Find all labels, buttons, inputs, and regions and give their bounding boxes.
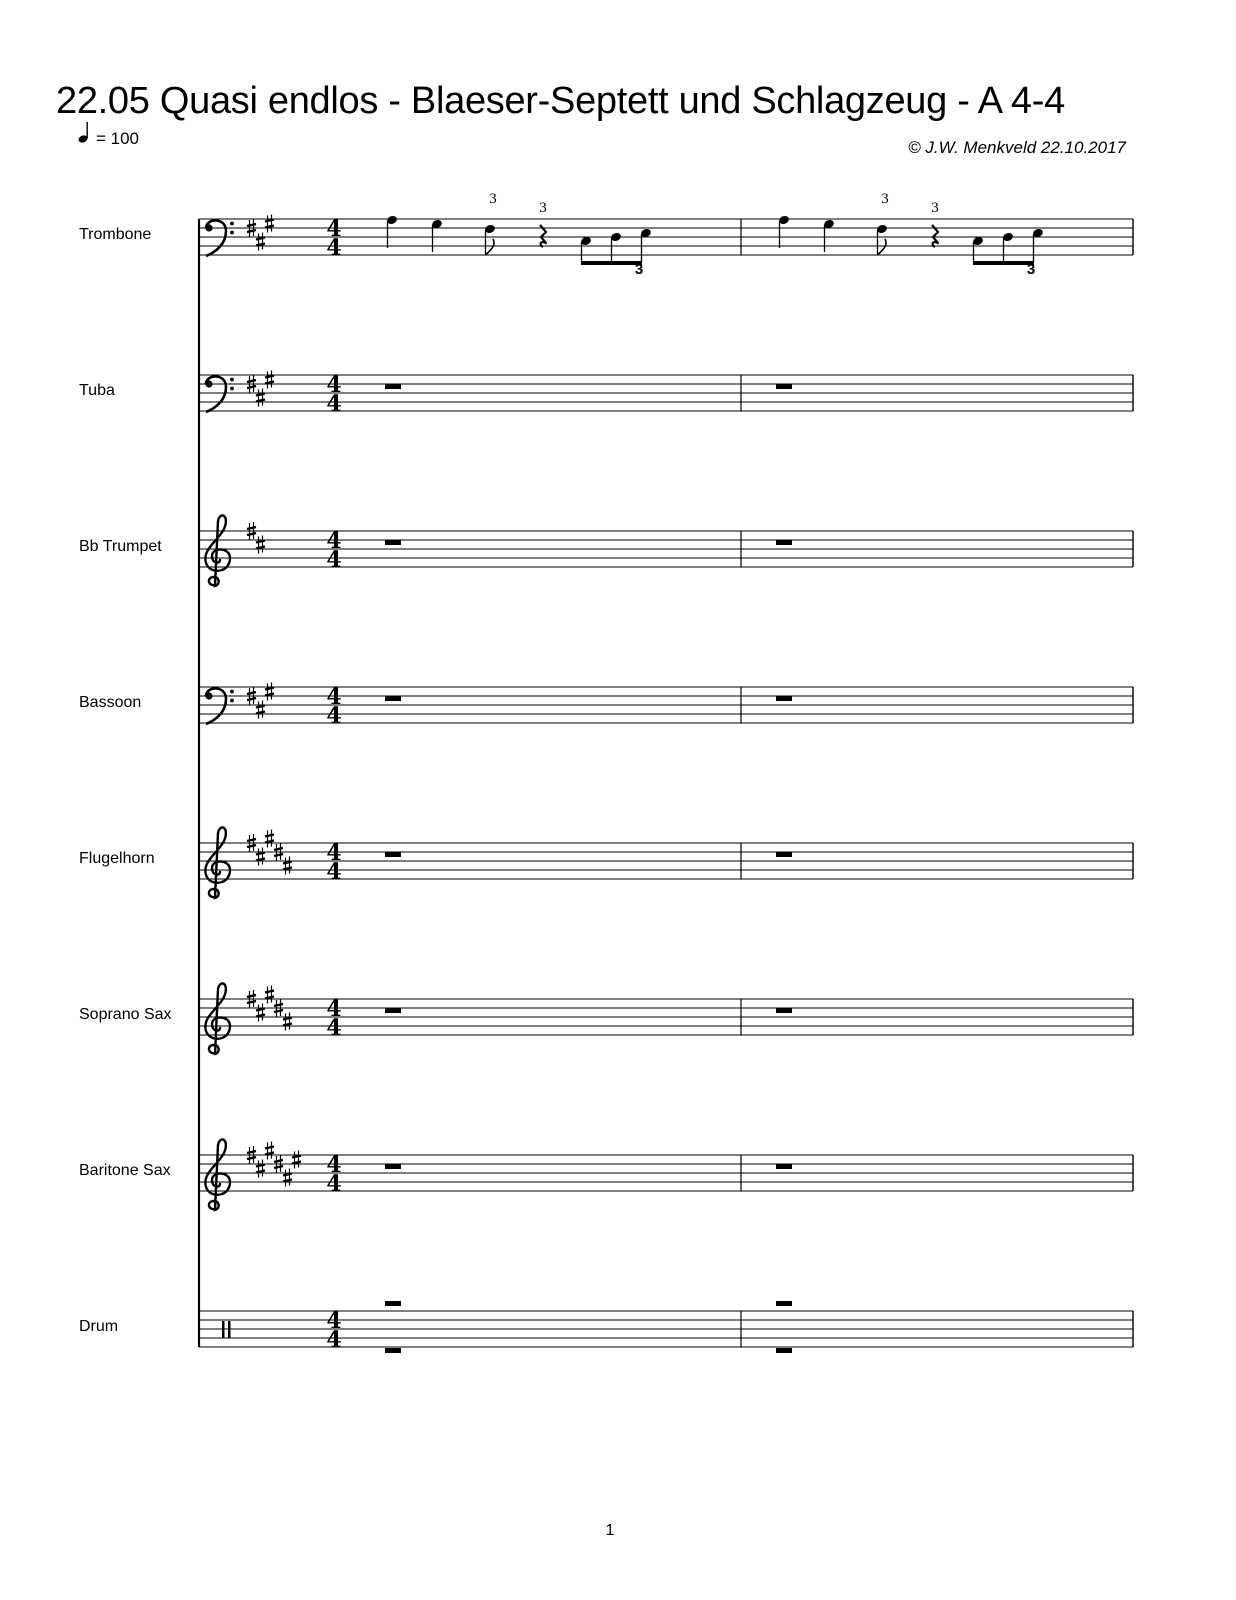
sharp-icon [283,1013,292,1031]
sharp-bar [247,995,256,997]
staff-bb-trumpet [79,515,1133,586]
time-signature-unit: 4 [326,859,342,885]
sharp-bar [274,1010,283,1012]
sharp-bar [247,1157,256,1159]
instrument-label: Bassoon [79,694,142,711]
copyright-text: © J.W. Menkveld 22.10.2017 [908,138,1126,157]
instrument-label: Flugelhorn [79,850,155,867]
whole-rest-icon [776,540,792,545]
trombone-measure [778,191,1044,278]
sharp-bar [256,547,265,549]
time-signature-unit: 4 [326,547,342,573]
sharp-bar [274,848,283,850]
whole-rest-icon [385,852,401,857]
treble-clef-icon [205,515,230,586]
sharp-icon [256,1160,265,1178]
staff-bassoon [79,683,1133,730]
sharp-icon [256,536,265,554]
time-signature-beats: 4 [326,216,342,242]
instrument-label: Baritone Sax [79,1162,171,1179]
treble-clef-path [205,1139,230,1210]
sharp-icon [256,701,265,719]
sharp-bar [283,1174,292,1176]
tuplet-number: 3 [931,200,939,216]
sharp-bar [247,224,256,226]
staff-flugelhorn [79,827,1133,898]
sharp-bar [247,386,256,388]
whole-rest-icon [776,1008,792,1013]
sharp-bar [265,997,274,999]
sharp-bar [256,394,265,396]
sharp-bar [256,238,265,240]
whole-rest-icon [385,540,401,545]
sharp-bar [265,835,274,837]
whole-rest-icon [385,1008,401,1013]
sharp-bar [256,1015,265,1017]
sharp-icon [265,830,274,848]
staff-trombone [79,191,1133,278]
time-signature-beats: 4 [326,1152,342,1178]
treble-clef-path [205,515,230,586]
sharp-icon [292,1151,301,1169]
sharp-icon [265,215,274,233]
page-number: 1 [605,1522,615,1539]
tuplet-number: 3 [1026,261,1036,278]
sharp-bar [265,382,274,384]
time-signature-beats: 4 [326,1308,342,1334]
staff-soprano-sax [79,983,1133,1054]
score-title: 22.05 Quasi endlos - Blaeser-Septett und Schlagzeug - A 4-4 [56,80,1065,122]
whole-rest-icon [385,1301,401,1306]
sharp-bar [274,854,283,856]
sharp-bar [265,1153,274,1155]
whole-rest-icon [385,696,401,701]
instrument-label: Bb Trumpet [79,538,162,555]
instrument-label: Trombone [79,226,152,243]
bass-clef-dot [230,690,234,694]
sharp-bar [247,380,256,382]
time-signature-beats: 4 [326,684,342,710]
bass-clef-icon [205,688,234,724]
sharp-bar [247,533,256,535]
sharp-icon [283,1169,292,1187]
sharp-bar [292,1162,301,1164]
time-signature-unit: 4 [326,391,342,417]
sharp-bar [256,859,265,861]
sharp-icon [265,1142,274,1160]
sharp-bar [292,1156,301,1158]
tempo-text: = 100 [96,129,140,148]
sharp-bar [247,698,256,700]
bass-clef-dot [230,222,234,226]
bass-clef-dot [230,387,234,391]
instrument-label: Drum [79,1318,119,1335]
sharp-bar [247,1151,256,1153]
sharp-icon [265,986,274,1004]
bass-clef-dot [230,231,234,235]
time-signature-beats: 4 [326,372,342,398]
note-flag [878,239,887,255]
whole-rest-icon [776,384,792,389]
sharp-icon [256,848,265,866]
sharp-bar [265,991,274,993]
note-beam [581,261,642,265]
instrument-label: Soprano Sax [79,1006,172,1023]
whole-rest-icon [385,384,401,389]
sharp-icon [265,683,274,701]
sharp-bar [265,226,274,228]
bass-clef-dot [230,378,234,382]
time-signature-beats: 4 [326,528,342,554]
time-signature-unit: 4 [326,235,342,261]
note-beam [973,261,1034,265]
bass-clef-icon [205,376,234,412]
sharp-bar [247,527,256,529]
sharp-icon [283,857,292,875]
staff-baritone-sax [79,1139,1133,1210]
sharp-bar [274,1004,283,1006]
whole-rest-icon [385,1164,401,1169]
tuplet-number: 3 [539,200,547,216]
sharp-bar [256,1165,265,1167]
treble-clef-icon [205,1139,230,1210]
treble-clef-icon [205,827,230,898]
sharp-icon [256,1004,265,1022]
tuplet-number: 3 [881,191,889,207]
sharp-bar [256,1009,265,1011]
sharp-bar [265,694,274,696]
time-signature-beats: 4 [326,840,342,866]
tuplet-number: 3 [634,261,644,278]
sharp-bar [265,376,274,378]
whole-rest-icon [776,696,792,701]
time-signature-beats: 4 [326,996,342,1022]
sharp-bar [256,853,265,855]
sharp-bar [283,1024,292,1026]
staff-tuba [79,371,1133,418]
whole-rest-icon [776,1348,792,1353]
time-signature-unit: 4 [326,703,342,729]
note-flag [486,239,495,255]
sharp-bar [274,1166,283,1168]
perc-clef-bar [222,1321,225,1338]
treble-clef-path [205,827,230,898]
sharp-bar [247,692,256,694]
bass-clef-dot [230,699,234,703]
whole-rest-icon [385,1348,401,1353]
sharp-bar [265,841,274,843]
instrument-label: Tuba [79,382,115,399]
sharp-bar [265,1147,274,1149]
treble-clef-path [205,983,230,1054]
sharp-bar [256,1171,265,1173]
sharp-bar [247,230,256,232]
time-signature-unit: 4 [326,1327,342,1353]
trombone-measure [386,191,652,278]
sharp-bar [247,845,256,847]
sharp-bar [247,839,256,841]
sharp-bar [283,862,292,864]
time-signature-unit: 4 [326,1171,342,1197]
sharp-icon [256,389,265,407]
time-signature-unit: 4 [326,1015,342,1041]
staff-drum [79,1301,1133,1353]
tuplet-number: 3 [489,191,497,207]
whole-rest-icon [776,1164,792,1169]
sharp-bar [256,712,265,714]
sharp-bar [247,1001,256,1003]
perc-clef-bar [228,1321,231,1338]
sharp-bar [256,400,265,402]
sharp-bar [256,244,265,246]
sharp-icon [265,371,274,389]
sharp-bar [256,541,265,543]
sharp-bar [256,706,265,708]
bass-clef-icon [205,220,234,256]
sharp-icon [256,233,265,251]
treble-clef-icon [205,983,230,1054]
sharp-bar [265,220,274,222]
sharp-bar [283,868,292,870]
sharp-bar [283,1018,292,1020]
whole-rest-icon [776,852,792,857]
sharp-bar [283,1180,292,1182]
whole-rest-icon [776,1301,792,1306]
sharp-bar [274,1160,283,1162]
sharp-bar [265,688,274,690]
